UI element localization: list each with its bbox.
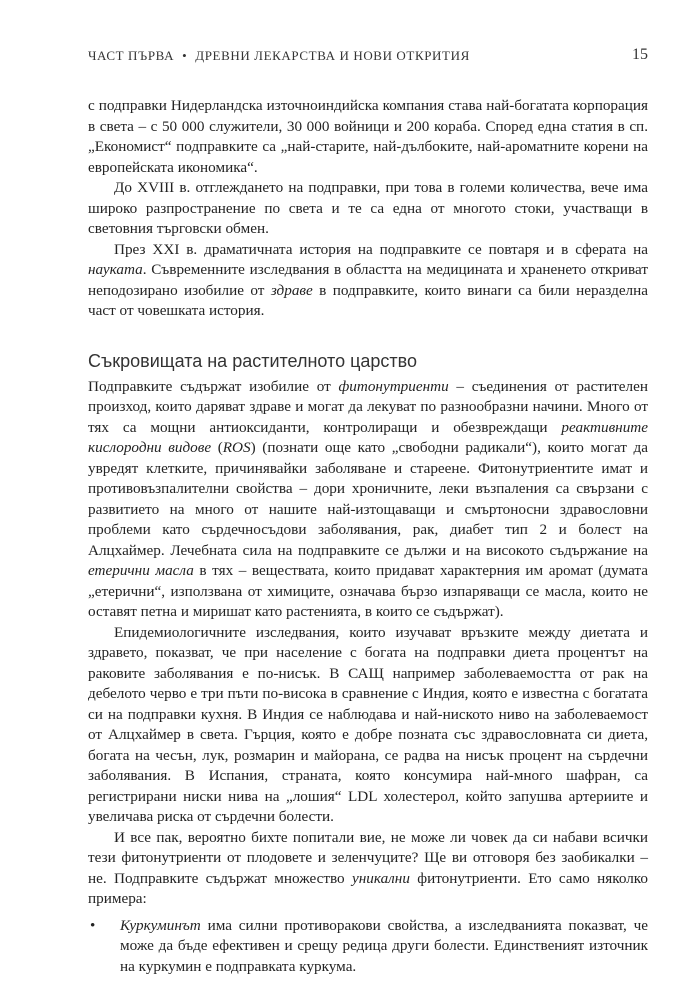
header-part-label: ЧАСТ ПЪРВА (88, 48, 175, 63)
paragraph-xviii-century: До XVIII в. отглеждането на подправки, при това в големи количества, вече има широко разпространение по света и те са една от многото стоки, участващи в световния търговски обмен. (88, 179, 648, 237)
bullet-marker: • (90, 916, 96, 934)
emphasis-health: здраве (270, 281, 313, 299)
emphasis-essential-oils: етерични масла (88, 562, 194, 579)
examples-list (88, 916, 648, 978)
paragraph-epidemiology: Епидемиологичните изследвания, които изучават връзките между диетата и здравето, показват, че при население с богата на подправки диета процентът на раковите заболявания е по-нисък. В САЩ например заболеваемостта от рак на дебелото черво е три пъти по-висока в сравнение с Индия, която е известна с богатата си на подправки кухня. В Индия се наблюдава и най-ниското ниво на заболеваемост от Алцхаймер в света. Гърция, която е добре позната със здравословната си диета, богата на чесън, лук, розмарин и майорана, се радва на нисък процент на сърдечни заболявания. В Испания, страната, която консумира най-много шафран, са регистрирани ниски нива на „лошия“ LDL холестерол, който запушва артериите и увеличава риска от сърдечни болести. (88, 623, 648, 825)
header-separator: • (182, 48, 188, 63)
emphasis-ros: реактивните кислородни видове (88, 418, 648, 456)
emphasis-phytonutrients: фитонутриенти (338, 377, 449, 395)
page-number: 15 (632, 46, 648, 63)
emphasis-ros-abbr: ROS (222, 439, 251, 456)
header-chapter-title: ДРЕВНИ ЛЕКАРСТВА И НОВИ ОТКРИТИЯ (195, 48, 470, 63)
emphasis-curcumin: Куркуминът (120, 916, 201, 934)
page-body (88, 96, 648, 977)
emphasis-science: науката (88, 261, 143, 278)
section-heading: Съкровищата на растителното царство (88, 350, 418, 371)
running-header (88, 48, 648, 70)
paragraph-unique-phytonutrients: И все пак, вероятно бихте попитали вие, не може ли човек да си набави всички тези фитонутриенти от плодовете и зеленчуците? Ще ви отговоря без заобикалки – не. Подправките съдържат множество уникални фитонутриенти. Ето само няколко примера: (88, 828, 648, 907)
list-item-curcumin: • Куркуминът има силни противоракови свойства, а изследванията показват, че може да бъде ефективен и срещу редица други болести. Единственият източник на куркумин е подправката куркума. (90, 916, 648, 975)
emphasis-unique: уникални (351, 869, 410, 887)
paragraph-phytonutrients: Подправките съдържат изобилие от фитонутриенти – съединения от растителен произход, които даряват здраве и могат да лекуват по разнообразни начини. Много от тях са мощни антиоксиданти, контролиращи и обезвреждащи реактивните кислородни видове (ROS) (познати още като „свободни радикали“), които могат да увредят клетките, причинявайки заболяване и стареене. Фитонутриентите имат и противовъзпалителни свойства – дори хроничните, леки възпаления са свързани с развитието на много от нашите най-изтощаващи и смъртоносни здравословни проблеми като сърдечносъдови заболявания, рак, диабет тип 2 и болест на Алцхаймер. Лечебната сила на подправките се дължи и на високото съдържание на етерични масла в тях – веществата, които придават характерния им аромат (думата „етерични“, използвана от химиците, означава бързо изпаряващи се масла, които не оставят петна и миришат като растенията, в които се съдържат). (88, 377, 648, 620)
paragraph-dutch-company: с подправки Нидерландска източноиндийска компания става най-богатата корпорация в света – с 50 000 служители, 30 000 войници и 200 кораба. Според една статия в сп. „Економист“ подправките са „най-старите, най-дълбоките, най-ароматните корени на европейската икономика“. (88, 97, 648, 176)
paragraph-xxi-century: През XXI в. драматичната история на подправките се повтаря и в сферата на науката. Съвременните изследвания в областта на медицината и храненето откриват неподозирано изобилие от здраве в подправките, които винаги са били неразделна част от човешката история. (88, 240, 649, 319)
